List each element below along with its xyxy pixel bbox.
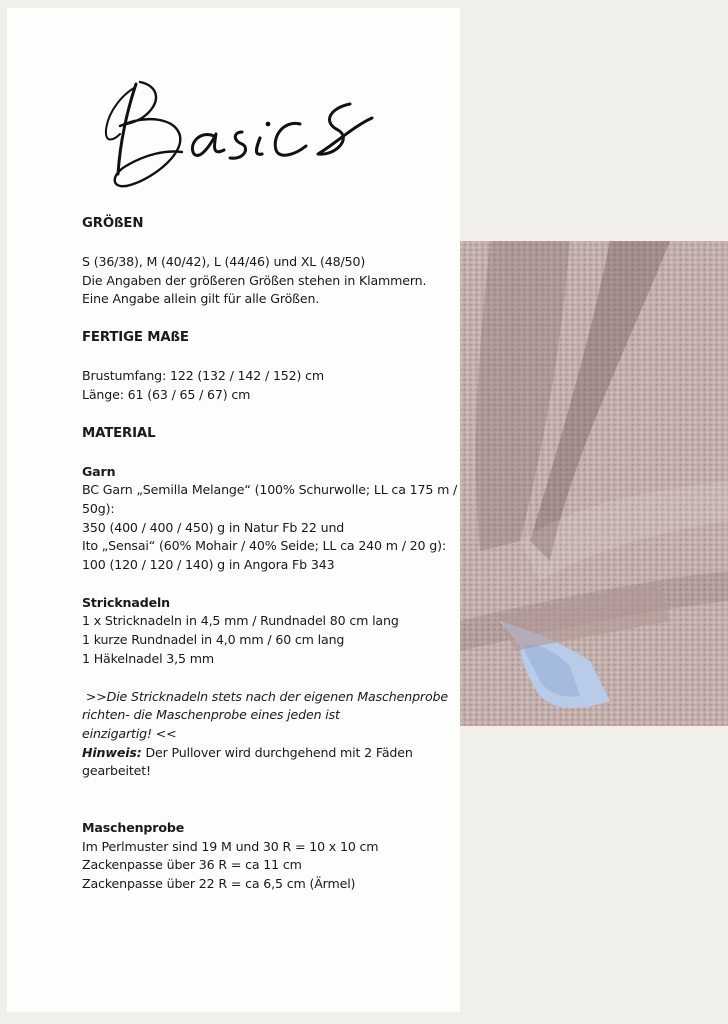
yarn-line-1: BC Garn „Semilla Melange“ (100% Schurwolle; LL ca 175 m / bbox=[82, 482, 458, 498]
needle-line-2: 1 kurze Rundnadel in 4,0 mm / 60 cm lang bbox=[82, 632, 345, 648]
yarn-line-3: 350 (400 / 400 / 450) g in Natur Fb 22 und bbox=[82, 519, 345, 535]
sizes-line: S (36/38), M (40/42), L (44/46) und XL (48/50) bbox=[82, 254, 366, 269]
yarn-line-2: 50g): bbox=[82, 500, 115, 516]
gauge-line-2: Zackenpasse über 36 R = ca 11 cm bbox=[82, 857, 302, 873]
gauge-advice-3: einzigartig! << bbox=[82, 725, 177, 741]
sweater-photo bbox=[460, 241, 728, 726]
yarn-line-4: Ito „Sensai“ (60% Mohair / 40% Seide; LL ca 240 m / 20 g): bbox=[82, 538, 446, 554]
hint-text-2: gearbeitet! bbox=[82, 763, 151, 779]
gauge-advice-1: >>Die Stricknadeln stets nach der eigenen Maschenprobe bbox=[82, 688, 448, 704]
sizes-note-2: Eine Angabe allein gilt für alle Größen. bbox=[82, 291, 320, 307]
subheading-garn: Garn bbox=[82, 463, 116, 479]
subheading-stricknadeln: Stricknadeln bbox=[82, 594, 170, 610]
bust-measure: Brustumfang: 122 (132 / 142 / 152) cm bbox=[82, 368, 325, 384]
length-measure: Länge: 61 (63 / 65 / 67) cm bbox=[82, 386, 251, 402]
gauge-line-1: Im Perlmuster sind 19 M und 30 R = 10 x 10 cm bbox=[82, 838, 379, 854]
sizes-note-1: Die Angaben der größeren Größen stehen in Klammern. bbox=[82, 272, 427, 288]
heading-material: MATERIAL bbox=[82, 425, 156, 441]
heading-fertige-masse: FERTIGE MAßE bbox=[82, 330, 189, 346]
gauge-line-3: Zackenpasse über 22 R = ca 6,5 cm (Ärmel) bbox=[82, 876, 356, 892]
needle-line-1: 1 x Stricknadeln in 4,5 mm / Rundnadel 80 cm lang bbox=[82, 613, 399, 629]
yarn-line-5: 100 (120 / 120 / 140) g in Angora Fb 343 bbox=[82, 557, 335, 573]
gauge-advice-2: richten- die Maschenprobe eines jeden ist bbox=[82, 707, 340, 723]
needle-line-3: 1 Häkelnadel 3,5 mm bbox=[82, 650, 214, 666]
hint-line bbox=[82, 744, 452, 763]
heading-groessen: GRÖßEN bbox=[82, 216, 144, 231]
hint-text: Der Pullover wird durchgehend mit 2 Fäden bbox=[141, 744, 413, 760]
basics-script-title bbox=[96, 74, 376, 194]
basics-content bbox=[82, 214, 458, 894]
sweater-sleeve-image bbox=[460, 241, 728, 726]
hint-label: Hinweis: bbox=[82, 744, 142, 760]
subheading-maschenprobe: Maschenprobe bbox=[82, 820, 185, 836]
